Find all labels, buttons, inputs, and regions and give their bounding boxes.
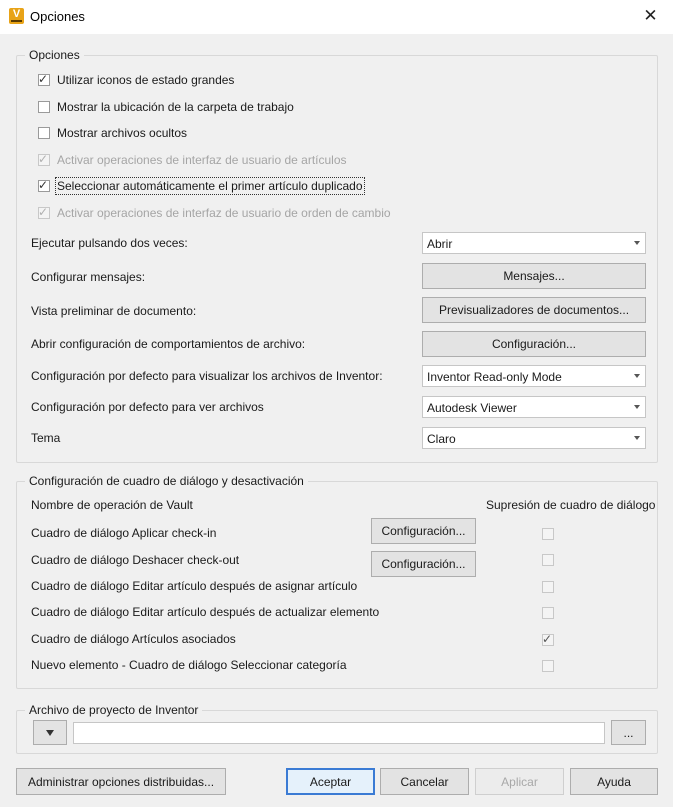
file-behavior-label: Abrir configuración de comportamientos de archivo:: [31, 337, 306, 351]
chevron-down-icon: [634, 436, 640, 440]
show-working-folder-checkbox[interactable]: [38, 101, 50, 113]
chevron-down-icon: [634, 374, 640, 378]
help-button[interactable]: Ayuda: [570, 768, 658, 795]
ok-button[interactable]: Aceptar: [286, 768, 375, 795]
messages-label: Configurar mensajes:: [31, 270, 146, 284]
theme-label: Tema: [31, 431, 61, 445]
options-legend: Opciones: [25, 48, 84, 62]
inventor-default-label: Configuración por defecto para visualizar los archivos de Inventor:: [31, 369, 383, 383]
item-ui-operations-label: Activar operaciones de interfaz de usuario de artículos: [57, 153, 347, 167]
window-title: Opciones: [30, 9, 85, 24]
large-status-icons-checkbox[interactable]: ✓: [38, 72, 49, 86]
file-behavior-config-button[interactable]: Configuración...: [422, 331, 646, 357]
item-ui-operations-checkbox: ✓: [38, 152, 49, 166]
show-hidden-files-label: Mostrar archivos ocultos: [57, 126, 188, 140]
double-click-dropdown[interactable]: [422, 232, 646, 254]
chevron-down-icon: [634, 241, 640, 245]
messages-button[interactable]: Mensajes...: [422, 263, 646, 289]
chevron-down-icon: [634, 405, 640, 409]
triangle-down-icon: [46, 730, 54, 736]
edit-after-update-suppress-checkbox: [542, 607, 554, 619]
new-element-category-label: Nuevo elemento - Cuadro de diálogo Seleccionar categoría: [31, 658, 347, 672]
large-status-icons-label: Utilizar iconos de estado grandes: [57, 73, 235, 87]
undo-checkout-dialog-label: Cuadro de diálogo Deshacer check-out: [31, 553, 240, 567]
double-click-label: Ejecutar pulsando dos veces:: [31, 236, 188, 250]
title-bar: [0, 0, 673, 34]
edit-after-assign-label: Cuadro de diálogo Editar artículo después de asignar artículo: [31, 579, 358, 593]
preview-label: Vista preliminar de documento:: [31, 304, 197, 318]
close-icon[interactable]: ✕: [643, 6, 658, 25]
inventor-default-dropdown[interactable]: [422, 365, 646, 387]
project-legend: Archivo de proyecto de Inventor: [25, 703, 202, 717]
viewer-default-dropdown[interactable]: [422, 396, 646, 418]
document-previewers-button[interactable]: Previsualizadores de documentos...: [422, 297, 646, 323]
change-order-ui-checkbox: ✓: [38, 205, 49, 219]
associated-items-suppress-checkbox: ✓: [542, 632, 553, 646]
cancel-button[interactable]: Cancelar: [380, 768, 469, 795]
show-hidden-files-checkbox[interactable]: [38, 127, 50, 139]
new-element-category-suppress-checkbox: [542, 660, 554, 672]
double-click-value: Abrir: [427, 237, 453, 251]
associated-items-label: Cuadro de diálogo Artículos asociados: [31, 632, 236, 646]
auto-select-duplicate-checkbox[interactable]: ✓: [38, 178, 49, 192]
manage-distributed-options-button[interactable]: Administrar opciones distribuidas...: [16, 768, 226, 795]
operation-column-header: Nombre de operación de Vault: [31, 498, 193, 512]
undo-checkout-suppress-checkbox: [542, 554, 554, 566]
dialogs-legend: Configuración de cuadro de diálogo y desactivación: [25, 474, 308, 488]
theme-value: Claro: [427, 432, 456, 446]
auto-select-duplicate-label: Seleccionar automáticamente el primer artículo duplicado: [57, 179, 363, 193]
checkin-suppress-checkbox: [542, 528, 554, 540]
checkin-config-button[interactable]: Configuración...: [371, 518, 476, 544]
project-path-input[interactable]: [73, 722, 605, 744]
edit-after-assign-suppress-checkbox: [542, 581, 554, 593]
theme-dropdown[interactable]: [422, 427, 646, 449]
suppression-column-header: Supresión de cuadro de diálogo: [486, 498, 656, 512]
show-working-folder-label: Mostrar la ubicación de la carpeta de trabajo: [57, 100, 294, 114]
checkin-dialog-label: Cuadro de diálogo Aplicar check-in: [31, 526, 217, 540]
viewer-default-value: Autodesk Viewer: [427, 401, 517, 415]
project-browse-button[interactable]: ...: [611, 720, 646, 745]
undo-checkout-config-button[interactable]: Configuración...: [371, 551, 476, 577]
edit-after-update-label: Cuadro de diálogo Editar artículo después de actualizar elemento: [31, 605, 380, 619]
change-order-ui-label: Activar operaciones de interfaz de usuario de orden de cambio: [57, 206, 391, 220]
vault-app-icon: V: [9, 8, 24, 24]
viewer-default-label: Configuración por defecto para ver archivos: [31, 400, 264, 414]
inventor-default-value: Inventor Read-only Mode: [427, 370, 562, 384]
apply-button: Aplicar: [475, 768, 564, 795]
project-dropdown-button[interactable]: [33, 720, 67, 745]
